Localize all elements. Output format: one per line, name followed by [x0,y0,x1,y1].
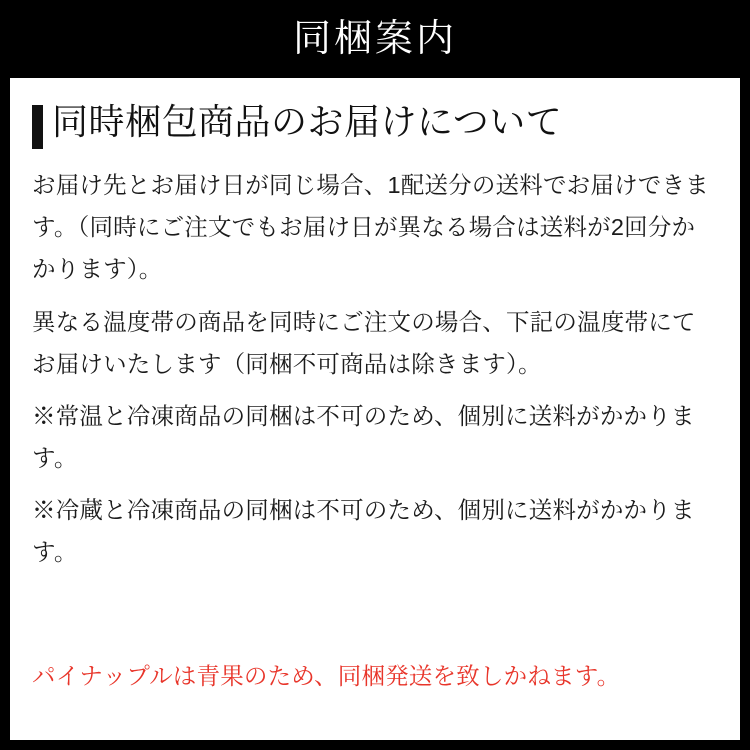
section-heading [32,102,718,149]
note-item: ※冷蔵と冷凍商品の同梱は不可のため、個別に送料がかかります。 [32,496,695,565]
banner-title: 同梱案内 [292,18,457,60]
heading-accent-bar [32,105,43,149]
notice-content [10,78,740,573]
paragraph: お届け先とお届け日が同じ場合、1配送分の送料でお届けできます。（同時にご注文でもお届け日が異なる場合は送料が2回分かかります）。 [32,172,709,282]
page-banner [0,0,750,78]
body-text-block [32,165,718,573]
note-item: ※常温と冷凍商品の同梱は不可のため、個別に送料がかかります。 [32,403,695,471]
alert-text: パイナップルは青果のため、同梱発送を致しかねます。 [32,663,621,690]
paragraph: 異なる温度帯の商品を同時にご注文の場合、下記の温度帯にてお届けいたします（同梱不可商品は除きます）。 [32,309,696,378]
heading-text: 同時梱包商品のお届けについて [52,101,563,142]
